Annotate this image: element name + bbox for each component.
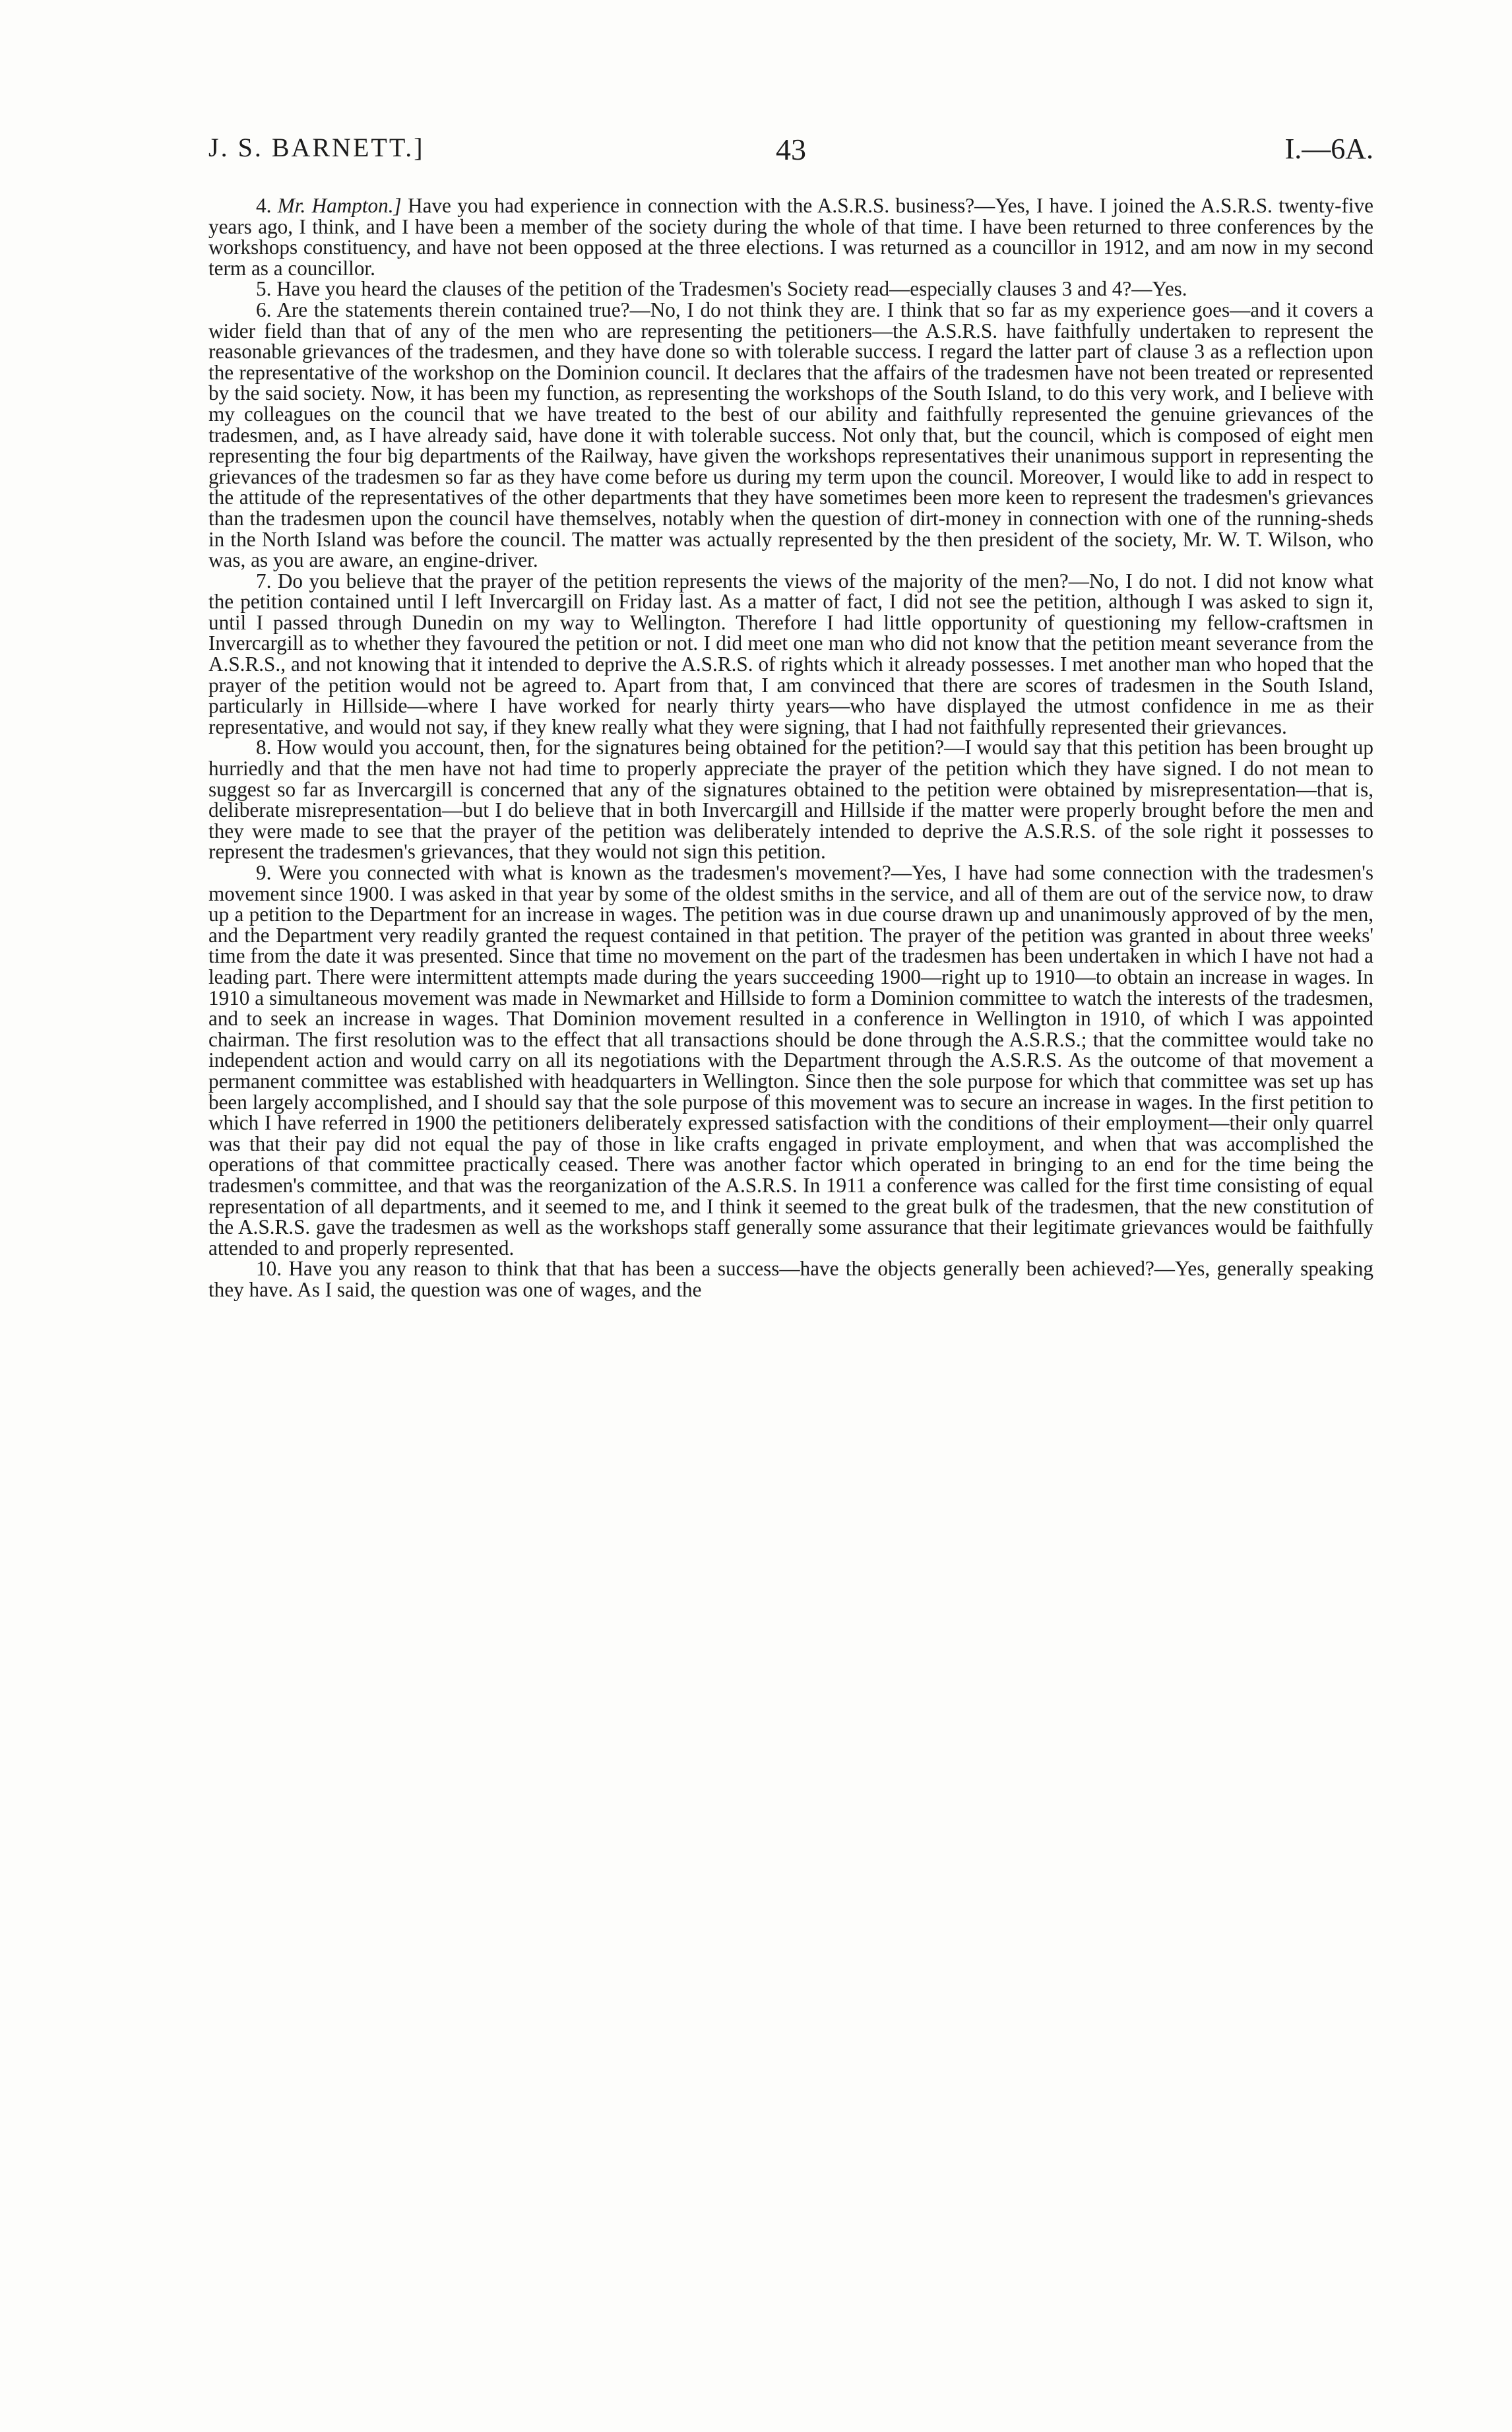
paragraph-q8 <box>208 737 1373 862</box>
question-number: 4. <box>256 194 278 217</box>
running-header <box>208 132 1373 172</box>
paragraph-text: How would you account, then, for the signatures being obtained for the petition?—I would say that this petition has been brought up hurriedly and that the men have not had time to properly appreciate the prayer of the petition which they have signed. I do not mean to suggest so far as Invercargill is concerned that any of the signatures obtained to the petition were obtained by misrepresentation—that is, deliberate misrepresentation—but I do believe that in both Invercargill and Hillside if the matter were properly brought before the men and they were made to see that the prayer of the petition was deliberately intended to deprive the A.S.R.S. of the sole right it possesses to represent the tradesmen's grievances, that they would not sign this petition. <box>208 736 1373 864</box>
paper-reference: I.—6A. <box>1284 133 1373 165</box>
question-number: 5. <box>256 277 277 301</box>
paragraph-q9 <box>208 862 1373 1258</box>
paragraph-text: Have you any reason to think that that has been a success—have the objects generally been achieved?—Yes, generally speaking they have. As I said, the question was one of wages, and the <box>208 1257 1374 1301</box>
question-number: 10. <box>256 1257 289 1281</box>
question-number: 6. <box>256 298 277 321</box>
paragraph-q5 <box>208 278 1373 300</box>
question-number: 8. <box>256 736 277 759</box>
paragraph-q10 <box>208 1258 1373 1300</box>
question-number: 9. <box>256 861 279 884</box>
paragraph-text: Are the statements therein contained true?—No, I do not think they are. I think that so far as my experience goes—and it covers a wider field than that of any of the men who are representing the petitioners—the A.S.R.S. have faithfully undertaken to represent the reasonable grievances of the tradesmen, and they have done so with tolerable success. I regard the latter part of clause 3 as a reflection upon the representative of the workshop on the Dominion council. It declares that the affairs of the tradesmen have not been treated or represented by the said society. Now, it has been my function, as representing the workshops of the South Island, to do this very work, and I believe with my colleagues on the council that we have treated to the best of our ability and faithfully represented the genuine grievances of the tradesmen, and, as I have already said, have done it with tolerable success. Not only that, but the council, which is composed of eight men representing the four big departments of the Railway, have given the workshops representatives their unanimous support in representing the grievances of the tradesmen so far as they have come before us during my term upon the council. Moreover, I would like to add in respect to the attitude of the representatives of the other departments that they have sometimes been more keen to represent the tradesmen's grievances than the tradesmen upon the council have themselves, notably when the question of dirt-money in connection with one of the running-sheds in the North Island was before the council. The matter was actually represented by the then president of the society, Mr. W. T. Wilson, who was, as you are aware, an engine-driver. <box>208 298 1373 572</box>
paragraph-text: Have you heard the clauses of the petition of the Tradesmen's Society read—especially clauses 3 and 4?—Yes. <box>276 277 1187 301</box>
evidence-text <box>208 195 1373 1300</box>
paragraph-text: Have you had experience in connection with the A.S.R.S. business?—Yes, I have. I joined the A.S.R.S. twenty-five years ago, I think, and I have been a member of the society during the whole of that time. I have been returned to three conferences by the workshops constituency, and have not been opposed at the three elections. I was returned as a councillor in 1912, and am now in my second term as a councillor. <box>208 194 1373 280</box>
witness-name: J. S. BARNETT.] <box>208 133 425 162</box>
paragraph-q6 <box>208 300 1373 571</box>
speaker-name: Mr. Hampton.] <box>277 194 402 217</box>
page-number: 43 <box>776 133 806 166</box>
paragraph-q4 <box>208 195 1373 278</box>
paragraph-q7 <box>208 571 1373 738</box>
question-number: 7. <box>256 569 278 592</box>
paragraph-text: Do you believe that the prayer of the petition represents the views of the majority of the men?—No, I do not. I did not know what the petition contained until I left Invercargill on Friday last. As a matter of fact, I did not see the petition, although I was asked to sign it, until I passed through Dunedin on my way to Wellington. Therefore I had little opportunity of questioning my fellow-craftsmen in Invercargill as to whether they favoured the petition or not. I did meet one man who did not know that the petition meant severance from the A.S.R.S., and not knowing that it intended to deprive the A.S.R.S. of rights which it already possesses. I met another man who hoped that the prayer of the petition would not be agreed to. Apart from that, I am convinced that there are scores of tradesmen in the South Island, particularly in Hillside—where I have worked for nearly thirty years—who have displayed the utmost confidence in me as their representative, and would not say, if they knew really what they were signing, that I had not faithfully represented their grievances. <box>208 569 1373 738</box>
paragraph-text: Were you connected with what is known as the tradesmen's movement?—Yes, I have had some connection with the tradesmen's movement since 1900. I was asked in that year by some of the oldest smiths in the service, and all of them are out of the service now, to draw up a petition to the Department for an increase in wages. The petition was in due course drawn up and unanimously approved of by the men, and the Department very readily granted the request contained in that petition. The prayer of the petition was granted in about three weeks' time from the date it was presented. Since that time no movement on the part of the tradesmen has been undertaken in which I have not had a leading part. There were intermittent attempts made during the years succeeding 1900—right up to 1910—to obtain an increase in wages. In 1910 a simultaneous movement was made in Newmarket and Hillside to form a Dominion committee to watch the interests of the tradesmen, and to seek an increase in wages. That Dominion movement resulted in a conference in Wellington in 1910, of which I was appointed chairman. The first resolution was to the effect that all transactions should be done through the A.S.R.S.; that the committee would take no independent action and would carry on all its negotiations with the Department through the A.S.R.S. As the outcome of that movement a permanent committee was established with headquarters in Wellington. Since then the sole purpose for which that committee was set up has been largely accomplished, and I should say that the sole purpose of this movement was to secure an increase in wages. In the first petition to which I have referred in 1900 the petitioners deliberately expressed satisfaction with the conditions of their employment—their only quarrel was that their pay did not equal the pay of those in like crafts engaged in private employment, and when that was accomplished the operations of that committee practically ceased. There was another factor which operated in bringing to an end for the time being the tradesmen's committee, and that was the reorganization of the A.S.R.S. In 1911 a conference was called for the first time consisting of equal representation of all departments, and it seemed to me, and I think it seemed to the great bulk of the tradesmen, that the new constitution of the A.S.R.S. gave the tradesmen as well as the workshops staff generally some assurance that their legitimate grievances would be faithfully attended to and properly represented. <box>208 861 1373 1260</box>
